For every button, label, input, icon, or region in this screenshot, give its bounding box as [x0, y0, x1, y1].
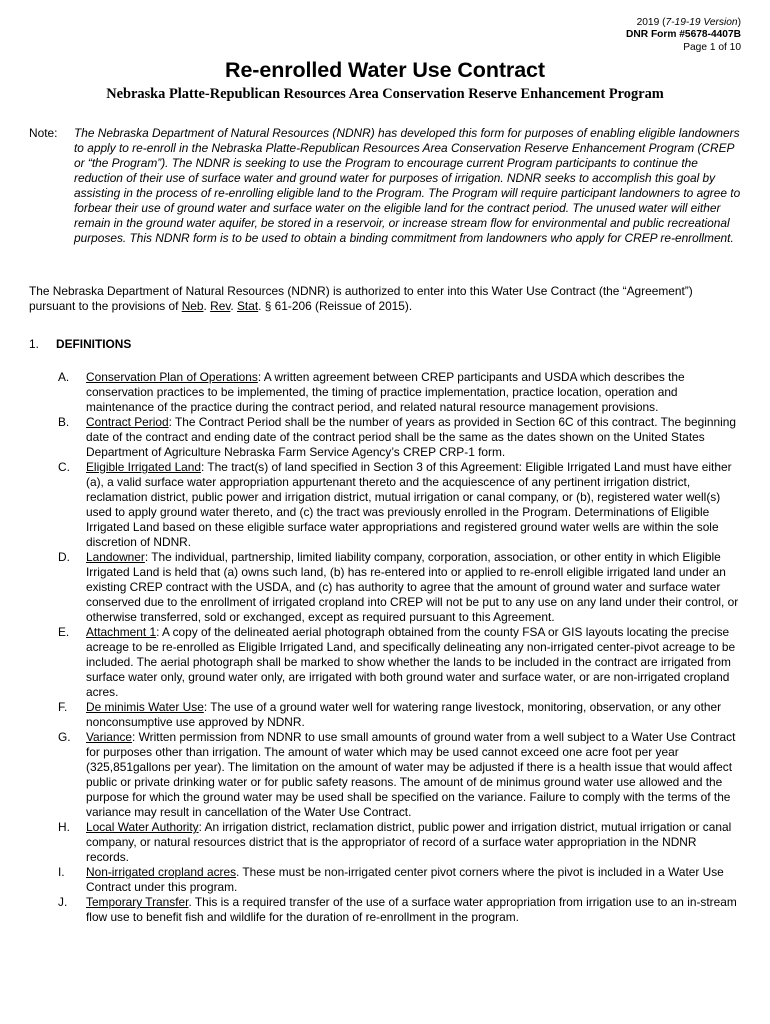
definitions-list — [29, 370, 741, 925]
definition-term: Local Water Authority — [86, 820, 199, 834]
definition-letter: J. — [58, 895, 68, 909]
definition-letter: C. — [58, 460, 70, 474]
note-label: Note: — [29, 126, 58, 140]
definition-term: Contract Period — [86, 415, 169, 429]
definition-term: Eligible Irrigated Land — [86, 460, 202, 474]
definition-item — [29, 550, 741, 625]
definition-term: Temporary Transfer — [86, 895, 189, 909]
citation-stat: Stat — [237, 299, 259, 314]
definition-text: : An irrigation district, reclamation district, public power and irrigation district, mutual irrigation or canal company, or natural resources district that is the appropriator of record of a surface water appropriation in the NDNR records. — [86, 820, 732, 864]
definition-item — [29, 730, 741, 820]
definition-text: : A copy of the delineated aerial photograph obtained from the county FSA or GIS layouts locating the precise acreage to be re-enrolled as Eligible Irrigated Land, and specifically delineating any non-irrigated center-pivot acreage to be included. The aerial photograph shall be marked to show whether the lands to be included in the contract are irrigated from surface water only, ground water only, are irrigated with both ground water and surface water, or are non-irrigated cropland acres. — [86, 625, 736, 699]
definition-term: Variance — [86, 730, 133, 744]
document-subtitle: Nebraska Platte-Republican Resources Area Conservation Reserve Enhancement Program — [106, 86, 664, 102]
definition-item — [29, 625, 741, 700]
definition-letter: E. — [58, 625, 70, 639]
citation-neb: Neb — [181, 299, 204, 314]
section-title: DEFINITIONS — [56, 337, 132, 351]
definition-item — [29, 415, 741, 460]
definition-text: : The tract(s) of land specified in Section 3 of this Agreement: Eligible Irrigated Land must have either (a), a valid surface water appropriation appurtenant thereto and the acquiescence of any pertinent irrigation district, reclamation district, public power and irrigation district, mutual irrigation or canal company, or (b), registered water well(s) used to apply ground water thereto, and (c) the tract was previously enrolled in the Program. Determinations of Eligible Irrigated Land based on these eligible surface water appropriations and registered ground water wells are within the sole discretion of NDNR. — [86, 460, 732, 549]
definition-term: Conservation Plan of Operations — [86, 370, 258, 384]
definition-letter: H. — [58, 820, 70, 834]
definition-item — [29, 865, 741, 895]
definition-term: De minimis Water Use — [86, 700, 204, 714]
year-version: 2019 (7-19-19 Version) — [636, 17, 741, 28]
form-number: DNR Form #5678-4407B — [626, 29, 741, 41]
definition-text: : Written permission from NDNR to use small amounts of ground water from a well subject to a Water Use Contract for purposes other than irrigation. The amount of water which may be used cannot exceed one acre foot per year (325,851gallons per year). The limitation on the amount of water may be adjusted if there is a health issue that would affect public or private drinking water or for public safety reasons. The amount of de minimus ground water use allowed and the purpose for which the ground water may be used shall be specified on the variance. Failure to comply with the terms of the variance may result in cancellation of the Water Use Contract. — [86, 730, 736, 819]
definition-text: . These must be non-irrigated center pivot corners where the pivot is included in a Water Use Contract under this program. — [86, 865, 724, 894]
section-number: 1. — [29, 337, 39, 351]
definition-letter: A. — [58, 370, 70, 384]
note-block — [29, 126, 741, 246]
page-number: Page 1 of 10 — [683, 41, 741, 53]
definition-text: : The Contract Period shall be the number of years as provided in Section 6C of this contract. The beginning date of the contract and ending date of the contract period shall be the same as the dates shown on the United States Department of Agriculture Nebraska Farm Service Agency’s CREP CRP-1 form. — [86, 415, 736, 459]
definition-text: : A written agreement between CREP participants and USDA which describes the conservation practices to be implemented, the timing of practice implementation, practice location, operation and maintenance of the practice during the contract period, and related natural resource management provisions. — [86, 370, 685, 414]
definition-letter: F. — [58, 700, 68, 714]
definition-text: : The use of a ground water well for watering range livestock, monitoring, observation, or any other nonconsumptive use approved by NDNR. — [86, 700, 722, 729]
definition-item — [29, 820, 741, 865]
note-text: The Nebraska Department of Natural Resources (NDNR) has developed this form for purposes of enabling eligible landowners to apply to re-enroll in the Nebraska Platte-Republican Resources Area Conservation Reserve Enhancement Program (CREP or “the Program”). The NDNR is seeking to use the Program to encourage current Program participants to continue the reduction of their use of surface water and ground water for purposes of irrigation. NDNR seeks to accomplish this goal by assisting in the process of re-enrolling eligible land to the Program. The Program will require participant landowners to agree to forbear their use of ground water and surface water on the eligible land for the contract period. The unused water will either remain in the ground water aquifer, be stored in a reservoir, or increase stream flow for environmental and public recreational purposes. This NDNR form is to be used to obtain a binding commitment from landowners who apply for CREP re-enrollment. — [74, 126, 741, 245]
definition-letter: I. — [58, 865, 65, 879]
definition-term: Attachment 1 — [86, 625, 157, 639]
definition-text: . This is a required transfer of the use of a surface water appropriation from irrigation use to an in-stream flow use to benefit fish and wildlife for the duration of re-enrollment in the program. — [86, 895, 737, 924]
definition-item — [29, 895, 741, 925]
definition-item — [29, 460, 741, 550]
intro-text: The Nebraska Department of Natural Resources (NDNR) is authorized to enter into this Water Use Contract (the “Agreement”) pursuant to the provisions of — [29, 284, 693, 314]
definition-letter: D. — [58, 550, 70, 564]
definition-term: Landowner — [86, 550, 145, 564]
intro-paragraph: The Nebraska Department of Natural Resources (NDNR) is authorized to enter into this Water Use Contract (the “Agreement”) pursuant to the provisions of Neb. Rev. Stat. § 61-206 (Reissue of 2015). — [29, 284, 693, 314]
definition-item — [29, 700, 741, 730]
definition-text: : The individual, partnership, limited liability company, corporation, association, or other entity in which Eligible Irrigated Land is held that (a) owns such land, (b) has re-entered into or applied to re-enroll eligible irrigated land under an existing CREP contract with the USDA, and (c) has authority to agree that the amount of ground water and surface water conserved due to the enrollment of irrigated cropland into CREP will not be put to any use on any land under their control, or otherwise transferred, sold or exchanged, except as required pursuant to this Agreement. — [86, 550, 739, 624]
definition-item — [29, 370, 741, 415]
intro-citation-rest: . § 61-206 (Reissue of 2015). — [258, 299, 413, 314]
section-heading — [29, 337, 131, 351]
definition-letter: B. — [58, 415, 70, 429]
document-title: Re-enrolled Water Use Contract — [225, 58, 545, 82]
form-header — [626, 17, 741, 54]
citation-rev: Rev — [210, 299, 231, 314]
version-text: 7-19-19 Version — [665, 17, 738, 28]
definition-letter: G. — [58, 730, 71, 744]
definition-term: Non-irrigated cropland acres — [86, 865, 237, 879]
